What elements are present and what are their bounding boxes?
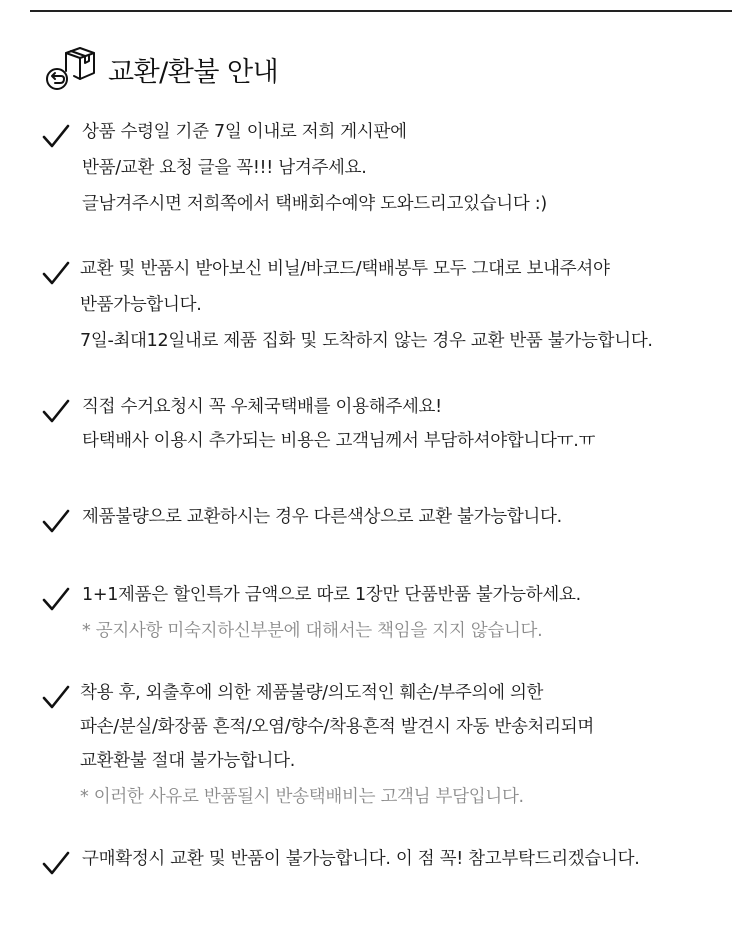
checkmark-icon	[42, 397, 70, 429]
checkmark-icon	[42, 849, 70, 881]
checkmark-icon	[42, 122, 70, 154]
box-return-icon	[44, 45, 96, 93]
item-text: 구매확정시 교환 및 반품이 불가능합니다. 이 점 꼭! 참고부탁드리겠습니다.	[82, 849, 640, 869]
item-text: 타택배사 이용시 추가되는 비용은 고객님께서 부담하셔야합니다ㅠ.ㅠ	[82, 431, 596, 451]
item-text: 반품/교환 요청 글을 꼭!!! 남겨주세요.	[82, 158, 367, 178]
item-text: 반품가능합니다.	[80, 295, 202, 315]
item-text: 착용 후, 외출후에 의한 제품불량/의도적인 훼손/부주의에 의한	[80, 683, 544, 703]
checkmark-icon	[42, 585, 70, 617]
item-text: 상품 수령일 기준 7일 이내로 저희 게시판에	[82, 122, 407, 142]
top-divider	[30, 10, 732, 12]
checkmark-icon	[42, 683, 70, 715]
checkmark-icon	[42, 259, 70, 291]
item-text: 7일-최대12일내로 제품 집화 및 도착하지 않는 경우 교환 반품 불가능합니다.	[80, 331, 653, 351]
item-text: 교환 및 반품시 받아보신 비닐/바코드/택배봉투 모두 그대로 보내주셔야	[80, 259, 610, 279]
checkmark-icon	[42, 507, 70, 539]
item-note: * 이러한 사유로 반품될시 반송택배비는 고객님 부담입니다.	[80, 787, 524, 807]
section-header	[44, 45, 278, 93]
item-text: 1+1제품은 할인특가 금액으로 따로 1장만 단품반품 불가능하세요.	[82, 585, 581, 605]
item-note: * 공지사항 미숙지하신부분에 대해서는 책임을 지지 않습니다.	[82, 621, 543, 641]
item-text: 글남겨주시면 저희쪽에서 택배회수예약 도와드리고있습니다 :)	[82, 194, 547, 214]
page-title: 교환/환불 안내	[108, 56, 279, 88]
item-text: 파손/분실/화장품 흔적/오염/향수/착용흔적 발견시 자동 반송처리되며	[80, 717, 594, 737]
item-text: 교환환불 절대 불가능합니다.	[80, 751, 296, 771]
item-text: 제품불량으로 교환하시는 경우 다른색상으로 교환 불가능합니다.	[82, 507, 562, 527]
item-text: 직접 수거요청시 꼭 우체국택배를 이용해주세요!	[82, 397, 442, 417]
